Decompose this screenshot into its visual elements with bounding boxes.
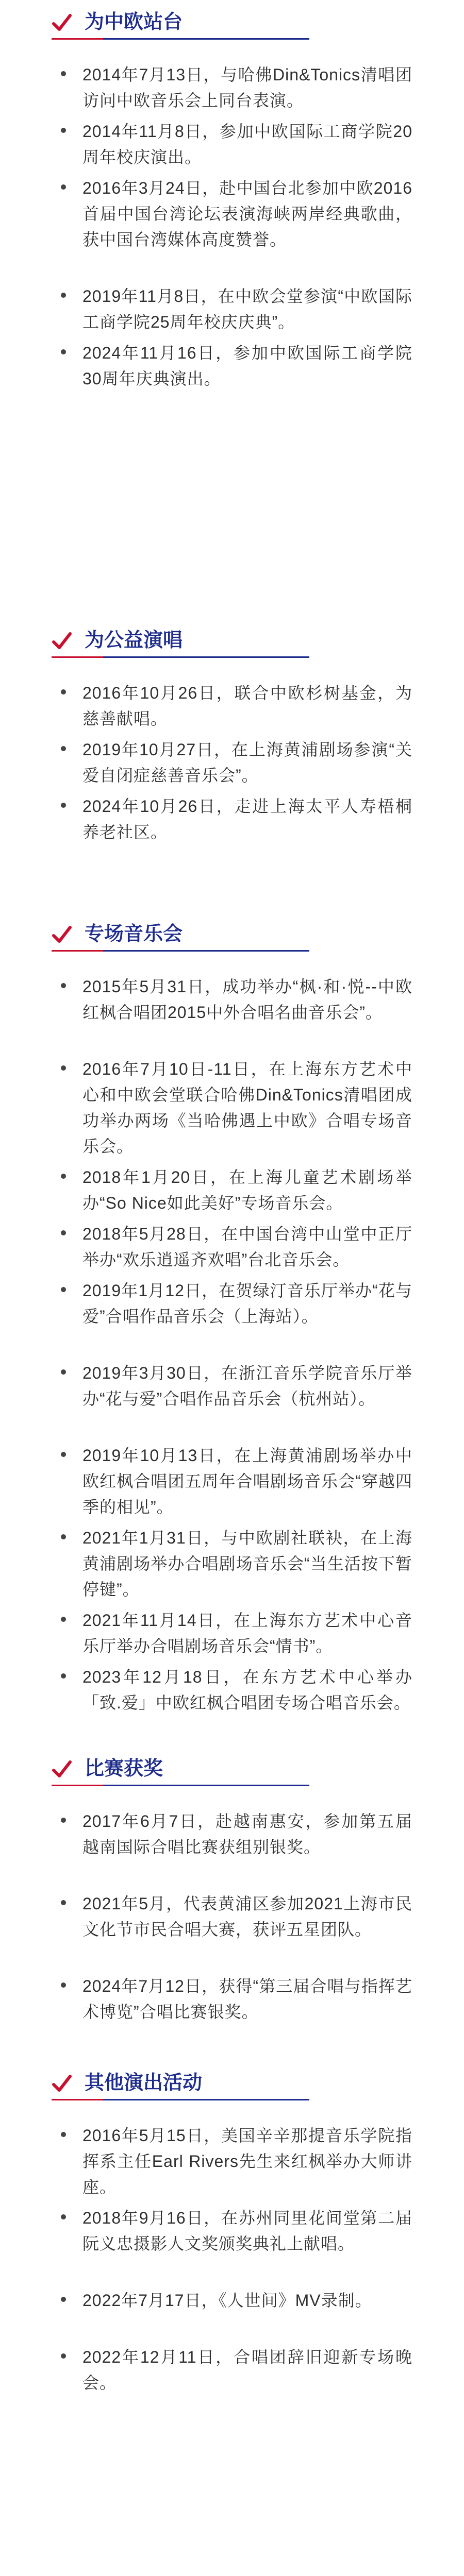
section-divider-accent <box>52 2099 103 2100</box>
section-divider-accent <box>52 1785 103 1786</box>
list-item-text: 2022年7月17日，《人世间》MV录制。 <box>82 2291 372 2310</box>
list-item-text: 2018年1月20日，在上海儿童艺术剧场举办“So Nice如此美好”专场音乐会。 <box>82 1168 412 1212</box>
list-item-text: 2019年10月27日，在上海黄浦剧场参演“关爱自闭症慈善音乐会”。 <box>82 740 412 785</box>
section-header <box>0 623 464 659</box>
list-item-text: 2014年11月8日，参加中欧国际工商学院20周年校庆演出。 <box>82 122 412 166</box>
section-title: 为公益演唱 <box>85 630 183 651</box>
section-awards <box>0 1752 464 2021</box>
bullet-icon <box>61 746 66 751</box>
bullet-icon <box>61 1982 66 1988</box>
bullet-icon <box>61 2353 66 2359</box>
section-divider-accent <box>52 38 103 40</box>
list-item-text: 2024年10月26日，走进上海太平人寿梧桐养老社区。 <box>82 797 412 841</box>
bullet-icon <box>61 1900 66 1905</box>
bullet-icon <box>61 349 66 354</box>
section-charity <box>0 623 464 841</box>
section-title: 专场音乐会 <box>85 923 183 945</box>
bullet-icon <box>61 1452 66 1457</box>
list-item-text: 2019年1月12日，在贺绿汀音乐厅举办“花与爱”合唱作品音乐会（上海站）。 <box>82 1281 412 1326</box>
list-item-text: 2021年1月31日，与中欧剧社联袂，在上海黄浦剧场举办合唱剧场音乐会“当生活按下暂停键”。 <box>82 1529 412 1599</box>
section-divider-accent <box>52 950 103 952</box>
bullet-icon <box>61 1673 66 1679</box>
bullet-icon <box>61 128 66 133</box>
checkmark-icon <box>52 2073 72 2094</box>
bullet-icon <box>61 1617 66 1622</box>
bullet-icon <box>61 1065 66 1071</box>
bullet-icon <box>61 1534 66 1539</box>
bullet-icon <box>61 689 66 694</box>
section-zhongou <box>0 5 464 388</box>
list-item-text: 2015年5月31日，成功举办“枫·和·悦--中欧红枫合唱团2015中外合唱名曲音乐会”。 <box>82 977 412 1022</box>
list-item-text: 2024年11月16日，参加中欧国际工商学院30周年庆典演出。 <box>82 344 412 388</box>
bullet-icon <box>61 1818 66 1823</box>
section-header <box>0 917 464 953</box>
checkmark-icon <box>52 1759 72 1780</box>
list-item-text: 2016年5月15日，美国辛辛那提音乐学院指挥系主任Earl Rivers先生来红枫举办大师讲座。 <box>82 2126 412 2196</box>
bullet-icon <box>61 983 66 988</box>
bullet-icon <box>61 2214 66 2219</box>
list-item-text: 2019年3月30日，在浙江音乐学院音乐厅举办“花与爱”合唱作品音乐会（杭州站）。 <box>82 1364 412 1408</box>
list-item-text: 2017年6月7日，赴越南惠安，参加第五届越南国际合唱比赛获组别银奖。 <box>82 1812 412 1856</box>
section-concerts <box>0 917 464 1712</box>
section-divider-accent <box>52 656 103 658</box>
bullet-icon <box>61 2297 66 2302</box>
list-item-text: 2016年7月10日-11日，在上海东方艺术中心和中欧会堂联合哈佛Din&Tonics清唱团成功举办两场《当哈佛遇上中欧》合唱专场音乐会。 <box>82 1060 412 1156</box>
checkmark-icon <box>52 12 72 33</box>
list-item-text: 2018年9月16日，在苏州同里花间堂第二届阮义忠摄影人文奖颁奖典礼上献唱。 <box>82 2209 412 2253</box>
checkmark-icon <box>52 631 72 651</box>
list-item-text: 2024年7月12日，获得“第三届合唱与指挥艺术博览”合唱比赛银奖。 <box>82 1977 412 2021</box>
section-header <box>0 1752 464 1788</box>
bullet-icon <box>61 1287 66 1292</box>
list-item-text: 2019年11月8日，在中欧会堂参演“中欧国际工商学院25周年校庆庆典”。 <box>82 287 412 331</box>
bullet-icon <box>61 293 66 298</box>
list-item-text: 2021年5月，代表黄浦区参加2021上海市民文化节市民合唱大赛，获评五星团队。 <box>82 1894 412 1939</box>
list-item-text: 2019年10月13日，在上海黄浦剧场举办中欧红枫合唱团五周年合唱剧场音乐会“穿越四季的相见”。 <box>82 1446 412 1516</box>
list-item-text: 2014年7月13日，与哈佛Din&Tonics清唱团访问中欧音乐会上同台表演。 <box>82 65 412 110</box>
bullet-icon <box>61 1174 66 1179</box>
bullet-icon <box>61 1230 66 1235</box>
section-title: 其他演出活动 <box>85 2072 203 2094</box>
section-other <box>0 2066 464 2392</box>
bullet-icon <box>61 184 66 190</box>
section-title: 比赛获奖 <box>85 1758 163 1780</box>
list-item-text: 2023年12月18日，在东方艺术中心举办「致.爱」中欧红枫合唱团专场合唱音乐会。 <box>82 1668 412 1712</box>
section-header <box>0 5 464 41</box>
checkmark-icon <box>52 924 72 945</box>
list-item-text: 2018年5月28日，在中国台湾中山堂中正厅举办“欢乐逍遥齐欢唱”台北音乐会。 <box>82 1225 412 1269</box>
bullet-icon <box>61 803 66 808</box>
list-item-text: 2022年12月11日，合唱团辞旧迎新专场晚会。 <box>82 2348 412 2392</box>
bullet-icon <box>61 2132 66 2137</box>
list-item-text: 2016年10月26日，联合中欧杉树基金，为慈善献唱。 <box>82 684 412 728</box>
section-header <box>0 2066 464 2102</box>
section-title: 为中欧站台 <box>85 11 183 33</box>
bullet-icon <box>61 1369 66 1375</box>
list-item-text: 2016年3月24日，赴中国台北参加中欧2016首届中国台湾论坛表演海峡两岸经典歌曲，获中国台湾媒体高度赞誉。 <box>82 179 412 249</box>
list-item-text: 2021年11月14日，在上海东方艺术中心音乐厅举办合唱剧场音乐会“情书”。 <box>82 1611 412 1655</box>
bullet-icon <box>61 71 66 76</box>
